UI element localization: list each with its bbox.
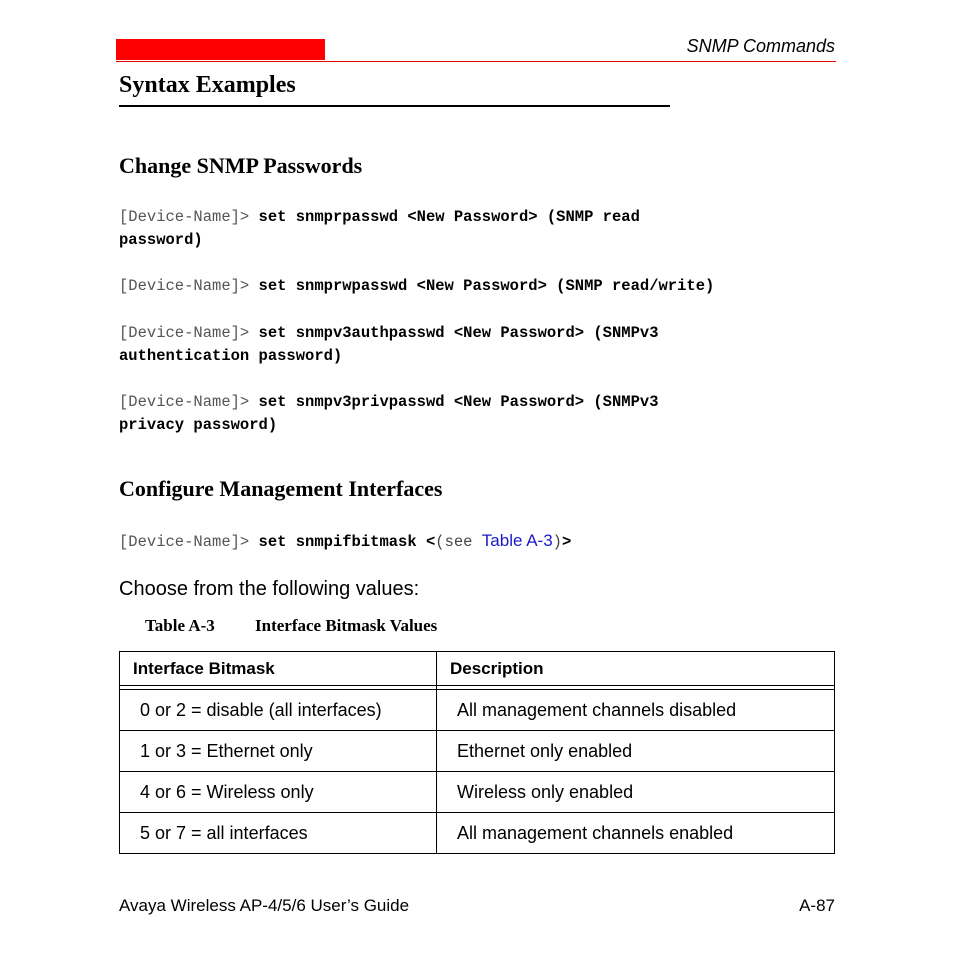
cli-prompt: [Device-Name]> <box>119 324 259 342</box>
table-cell-bitmask: 1 or 3 = Ethernet only <box>120 731 437 772</box>
command-snmprwpasswd <box>119 275 714 298</box>
table-row <box>120 813 835 854</box>
table-row <box>120 731 835 772</box>
command-text: set snmpv3privpasswd <New Password> (SNMPv3 <box>258 393 659 411</box>
command-text: set snmprwpasswd <New Password> (SNMP read/write) <box>258 277 715 295</box>
table-caption-title: Interface Bitmask Values <box>255 616 438 635</box>
table-row <box>120 690 835 731</box>
table-row <box>120 772 835 813</box>
header-rule <box>116 61 836 62</box>
table-caption-label: Table A-3 <box>145 616 215 635</box>
command-end: > <box>561 533 572 551</box>
cli-prompt: [Device-Name]> <box>119 393 259 411</box>
table-cell-bitmask: 4 or 6 = Wireless only <box>120 772 437 813</box>
table-header-bitmask: Interface Bitmask <box>120 652 437 686</box>
chapter-title: SNMP Commands <box>686 36 835 56</box>
command-snmprpasswd <box>119 206 640 252</box>
table-caption <box>145 616 437 636</box>
header-accent-bar <box>116 39 325 60</box>
command-text-cont: authentication password) <box>119 347 343 365</box>
table-header-description: Description <box>437 652 835 686</box>
command-snmpifbitmask <box>119 529 571 554</box>
table-a3-link[interactable]: Table A-3 <box>481 531 553 550</box>
footer-page-number: A-87 <box>799 896 835 915</box>
cli-prompt: [Device-Name]> <box>119 533 259 551</box>
command-text-cont: privacy password) <box>119 416 278 434</box>
section-title-syntax: Syntax Examples <box>119 72 296 98</box>
command-snmpv3privpasswd <box>119 391 659 437</box>
command-snmpv3authpasswd <box>119 322 659 368</box>
command-text: set snmpv3authpasswd <New Password> (SNMPv3 <box>258 324 659 342</box>
table-cell-bitmask: 0 or 2 = disable (all interfaces) <box>120 690 437 731</box>
section-rule <box>119 105 670 107</box>
table-cell-description: Ethernet only enabled <box>437 731 835 772</box>
footer-guide-title: Avaya Wireless AP-4/5/6 User’s Guide <box>119 896 410 915</box>
see-note: (see <box>435 533 482 551</box>
intro-text: Choose from the following values: <box>119 578 420 600</box>
table-cell-description: All management channels disabled <box>437 690 835 731</box>
heading-configure-interfaces: Configure Management Interfaces <box>119 476 443 501</box>
table-cell-description: Wireless only enabled <box>437 772 835 813</box>
command-text-cont: password) <box>119 231 203 249</box>
command-text: set snmprpasswd <New Password> (SNMP read <box>258 208 640 226</box>
bitmask-table <box>119 651 835 854</box>
cli-prompt: [Device-Name]> <box>119 277 259 295</box>
cli-prompt: [Device-Name]> <box>119 208 259 226</box>
table-cell-description: All management channels enabled <box>437 813 835 854</box>
heading-change-passwords: Change SNMP Passwords <box>119 153 363 178</box>
close-paren: ) <box>552 533 562 551</box>
table-header-row <box>120 652 835 686</box>
command-text: set snmpifbitmask < <box>258 533 436 551</box>
table-cell-bitmask: 5 or 7 = all interfaces <box>120 813 437 854</box>
